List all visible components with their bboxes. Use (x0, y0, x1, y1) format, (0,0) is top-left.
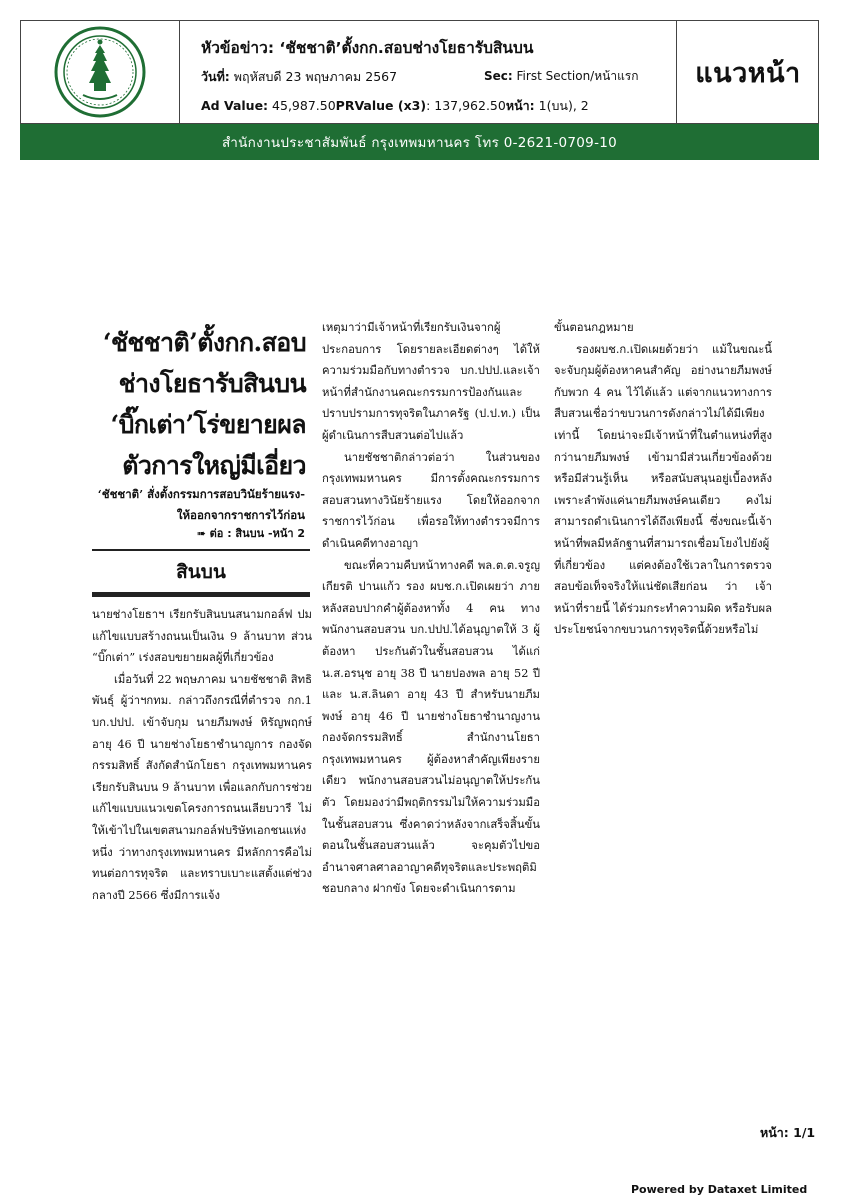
page-number: หน้า: 1/1 (760, 1125, 816, 1140)
headline-line: ‘บิ๊กเต่า’โร่ขยายผล (110, 410, 306, 439)
divider (92, 549, 310, 551)
clipping-info (179, 21, 676, 123)
paragraph: นายช่างโยธาฯ เรียกรับสินบนสนามกอล์ฟ ปมแก้ไขแบบสร้างถนนเป็นเงิน 9 ล้านบาท ส่วน “บิ๊กเต่า” เร่งสอบขยายผลผู้ที่เกี่ยวข้อง (92, 608, 312, 665)
divider-thick (92, 592, 310, 597)
paragraph: ขั้นตอนกฎหมาย (554, 321, 634, 334)
article-headline (88, 322, 306, 486)
page-label: หน้า: (505, 98, 535, 113)
paragraph: เมื่อวันที่ 22 พฤษภาคม นายชัชชาติ สิทธิพันธุ์ ผู้ว่าฯกทม. กล่าวถึงกรณีที่ตำรวจ กก.1 บก.ปปป. เข้าจับกุม นายภีมพงษ์ หิรัญพฤกษ์ อายุ 46 ปี นายช่างโยธาชำนาญการ กองจัดกรรมสิทธิ์ สังกัดสำนักโยธา กรุงเทพมหานคร เรียกรับสินบน 9 ล้านบาท เพื่อแลกกับการช่วยแก้ไขแบบแนวเขตโครงการถนนเลียบวารี ไม่ให้เข้าไปในเขตสนามกอล์ฟบริษัทเอกชนแห่งหนึ่ง ว่าทางกรุงเทพมหานคร มีหลักการคือไม่ทนต่อการทุจริต และทราบเบาะแสตั้งแต่ช่วงกลางปี 2566 ซึ่งมีการแจ้ง (92, 672, 312, 902)
article-subhead: ‘ชัชชาติ’ สั่งตั้งกรรมการสอบวินัยร้ายแรง-ให้ออกจากราชการไว้ก่อน (97, 487, 305, 522)
brand-cell (676, 21, 819, 123)
bangkok-city-seal-icon (53, 25, 147, 119)
paragraph: เหตุมาว่ามีเจ้าหน้าที่เรียกรับเงินจากผู้ประกอบการ โดยรายละเอียดต่างๆ ได้ให้ความร่วมมือกับทางตำรวจ บก.ปปป.และเจ้าหน้าที่สำนักงานคณะกรรมการป้องกันและปราบปรามการทุจริตในภาครัฐ (ป.ป.ท.) เป็นผู้ดำเนินการสืบสวนต่อไปแล้ว (322, 321, 540, 442)
headline-line: ช่างโยธารับสินบน (118, 369, 306, 398)
powered-by: Powered by Dataxet Limited (631, 1183, 808, 1196)
seal-cell (21, 21, 180, 123)
pr-office-band: สำนักงานประชาสัมพันธ์ กรุงเทพมหานคร โทร 0-2621-0709-10 (20, 124, 819, 160)
section-label: Sec: (484, 69, 513, 83)
article-column-3 (554, 317, 772, 641)
date-value: พฤหัสบดี 23 พฤษภาคม 2567 (229, 69, 398, 84)
paragraph: ขณะที่ความคืบหน้าทางคดี พล.ต.ต.จรูญเกียรติ ปานแก้ว รอง ผบช.ก.เปิดเผยว่า ภายหลังสอบปากคำผู้ต้องหาทั้ง 4 คน ทางพนักงานสอบสวน บก.ปปป.ได้อนุญาตให้ 3 ผู้ต้องหา ประกันตัวในชั้นสอบสวน ได้แก่ น.ส.อรนุช อายุ 38 ปี นายปองพล อายุ 52 ปี และ น.ส.ลินดา อายุ 43 ปี สำหรับนายภีมพงษ์ อายุ 46 ปี นายช่างโยธาชำนาญงาน กองจัดกรรมสิทธิ์ สำนักงานโยธา กรุงเทพมหานคร ผู้ต้องหาสำคัญเพียงรายเดียว พนักงานสอบสวนไม่อนุญาตให้ประกันตัว โดยมองว่ามีพฤติกรรมไม่ให้ความร่วมมือในชั้นสอบสวน ซึ่งคาดว่าหลังจากเสร็จสิ้นขั้นตอนในชั้นสอบสวนแล้ว จะคุมตัวไปขออำนาจศาลศาลอาญาคดีทุจริตและประพฤติมิชอบกลาง ฝากขัง โดยจะดำเนินการตาม (322, 558, 540, 896)
pr-value-label: PRValue (x3) (335, 98, 427, 113)
article-column-1 (92, 604, 312, 906)
section-info (484, 67, 639, 86)
ad-value-label: Ad Value: (201, 98, 269, 113)
headline-value: ‘ชัชชาติ’ตั้งกก.สอบช่างโยธารับสินบน (274, 39, 534, 57)
date-label: วันที่: (201, 69, 230, 84)
continuation-note: ➠ ต่อ : สินบน -หน้า 2 (196, 527, 305, 540)
ad-value: 45,987.50 (268, 98, 336, 113)
value-info (201, 96, 589, 116)
date-info (201, 67, 397, 87)
newspaper-logo: แนวหน้า (695, 57, 801, 89)
paragraph: นายชัชชาติกล่าวต่อว่า ในส่วนของกรุงเทพมหานคร มีการตั้งคณะกรรมการสอบสวนทางวินัยร้ายแรง โดยให้ออกจากราชการไว้ก่อน เพื่อรอให้ทางตำรวจมีการดำเนินคดีทางอาญา (322, 450, 540, 550)
clipping-header (20, 20, 819, 124)
headline-info (201, 35, 533, 60)
headline-line: ‘ชัชชาติ’ตั้งกก.สอบ (102, 328, 306, 357)
headline-label: หัวข้อข่าว: (201, 39, 275, 57)
headline-line: ตัวการใหญ่มีเอี่ยว (122, 451, 306, 480)
section-title: สินบน (176, 561, 226, 583)
page-value: 1(บน), 2 (534, 98, 589, 113)
pr-value: : 137,962.50 (426, 98, 506, 113)
article-column-2 (322, 317, 540, 900)
section-value: First Section/หน้าแรก (512, 69, 639, 83)
paragraph: รองผบช.ก.เปิดเผยด้วยว่า แม้ในขณะนี้จะจับกุมผู้ต้องหาคนสำคัญ อย่างนายภีมพงษ์ กับพวก 4 คน ไว้ได้แล้ว แต่จากแนวทางการสืบสวนเชื่อว่าขบวนการดังกล่าวไม่ได้มีเพียงเท่านี้ โดยน่าจะมีเจ้าหน้าที่ในตำแหน่งที่สูงกว่านายภีมพงษ์ เข้ามามีส่วนเกี่ยวข้องด้วย หรือมีส่วนรู้เห็น หรือสนับสนุนอยู่เบื้องหลัง เพราะลำพังแค่นายภีมพงษ์คนเดียว คงไม่สามารถดำเนินการได้ถึงเพียงนี้ ซึ่งขณะนี้เจ้าหน้าที่พลมีหลักฐานที่สามารถเชื่อมโยงไปยังผู้ที่เกี่ยวข้อง แต่คงต้องใช้เวลาในการตรวจสอบข้อเท็จจริงให้แน่ชัดเสียก่อน ว่า เจ้าหน้าที่รายนี้ ได้ร่วมกระทำความผิด หรือรับผลประโยชน์จากขบวนการทุจริตนี้ด้วยหรือไม่ (554, 342, 772, 637)
